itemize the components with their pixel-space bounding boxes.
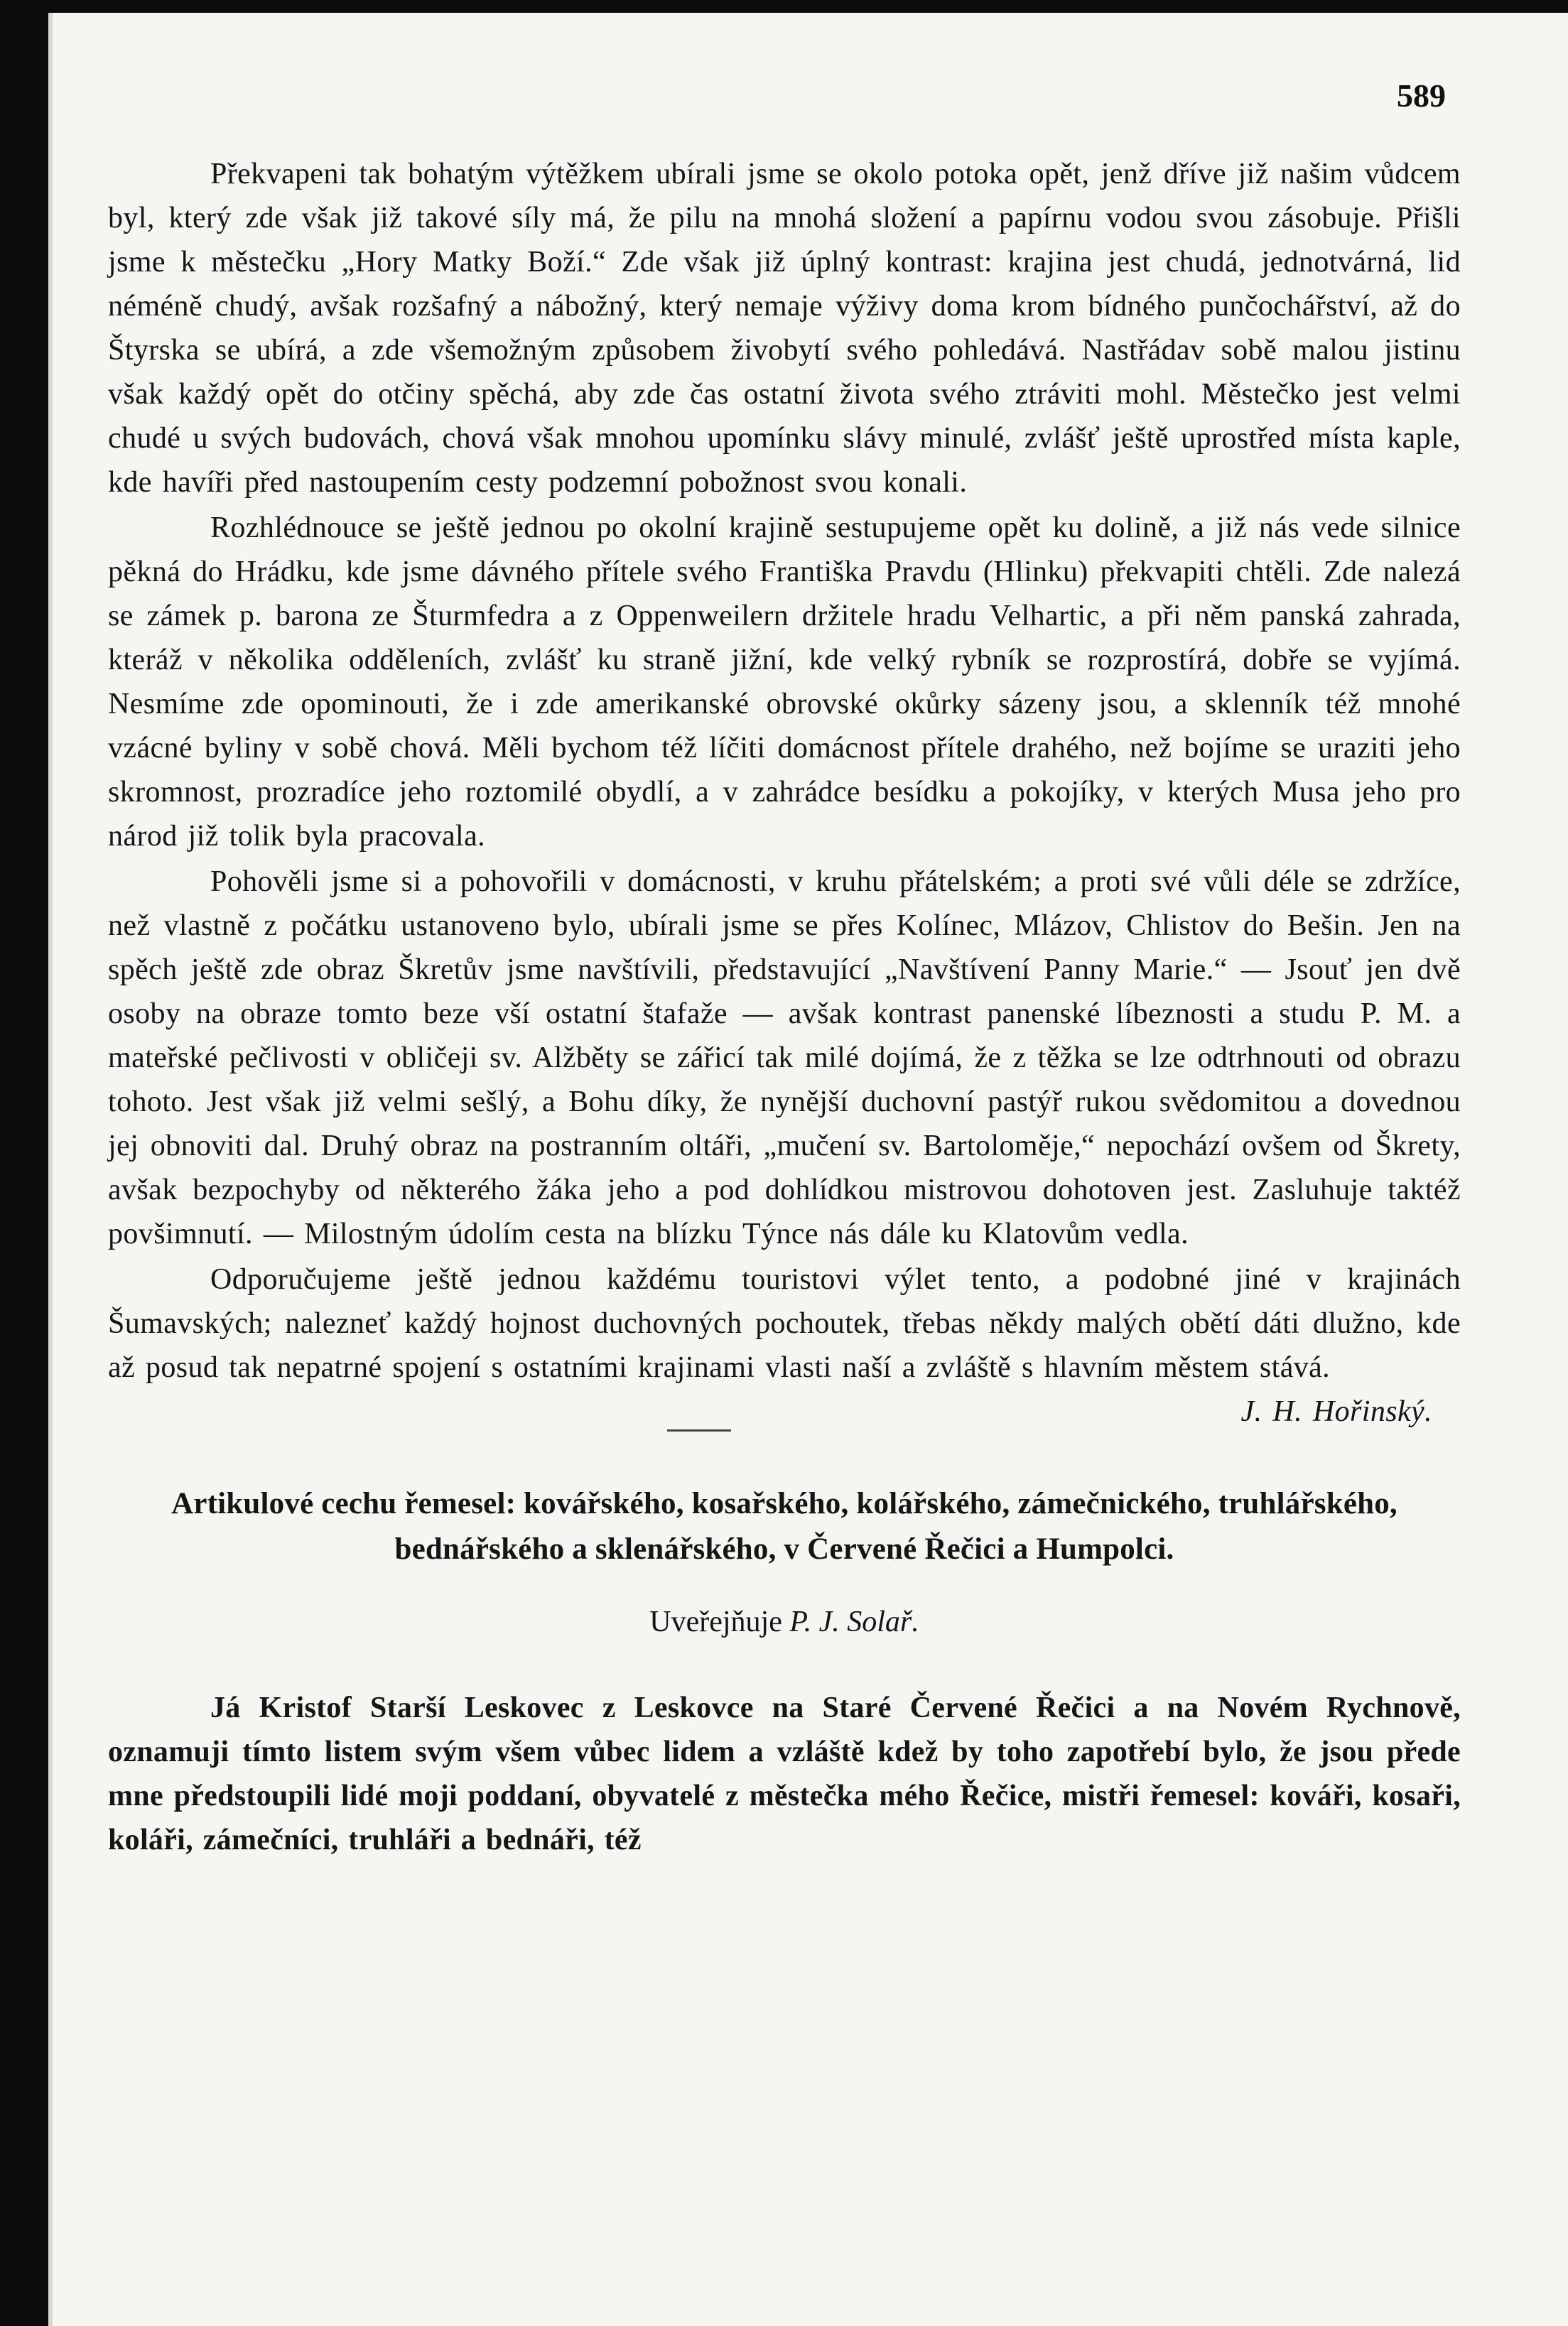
paragraph-2: Rozhlédnouce se ještě jednou po okolní krajině sestupujeme opět ku dolině, a již nás vede silnice pěkná do Hrádku, kde jsme dávného přítele svého Františka Pravdu (Hlinku) překvapiti chtěli. Zde nalezá se zámek p. barona ze Šturmfedra a z Oppenweilern držitele hradu Velhartic, a při něm panská zahrada, kteráž v několika odděleních, zvlášť ku straně jižní, kde velký rybník se rozprostírá, dobře se vyjímá. Nesmíme zde opominouti, že i zde amerikanské obrovské okůrky sázeny jsou, a sklenník též mnohé vzácné byliny v sobě chová. Měli bychom též líčiti domácnost přítele drahého, než bojíme se uraziti jeho skromnost, prozradíce jeho roztomilé obydlí, a v zahrádce besídku a pokojíky, v kterých Musa jeho pro národ již tolik byla pracovala. — [108, 512, 1461, 853]
paragraph-4 — [108, 1257, 1461, 1428]
page-edge-rule — [48, 13, 53, 2326]
byline — [108, 1601, 1461, 1643]
page-number: 589 — [1397, 77, 1446, 114]
byline-prefix: Uveřejňuje — [649, 1606, 782, 1638]
paragraph-3: Pohověli jsme si a pohovořili v domácnosti, v kruhu přátelském; a proti své vůli déle se zdržíce, než vlastně z počátku ustanoveno bylo, ubírali jsme se přes Kolínec, Mlázov, Chlistov do Bešin. Jen na spěch ještě zde obraz Škretův jsme navštívili, představující „Navštívení Panny Marie.“ — Jsouť jen dvě osoby na obraze tomto beze vší ostatní štafaže — avšak kontrast panenské líbeznosti a studu P. M. a mateřské pečlivosti v obličeji sv. Alžběty se zářicí tak milé dojímá, že z těžka se lze odtrhnouti od obrazu tohoto. Jest však již velmi sešlý, a Bohu díky, že nynější duchovní pastýř rukou svědomitou a dovednou jej obnoviti dal. Druhý obraz na postranním oltáři, „mučení sv. Bartoloměje,“ nepochází ovšem od Škrety, avšak bezpochyby od některého žáka jeho a pod dohlídkou mistrovou dohotoven jest. Zasluhuje taktéž povšimnutí. — Milostným údolím cesta na blízku Týnce nás dále ku Klatovům vedla. — [108, 865, 1461, 1250]
paragraph-1: Překvapeni tak bohatým výtěžkem ubírali jsme se okolo potoka opět, jenž dříve již našim vůdcem byl, který zde však již takové síly má, že pilu na mnohá složení a papírnu vodou svou zásobuje. Přišli jsme k městečku „Hory Matky Boží.“ Zde však již úplný kontrast: krajina jest chudá, jednotvárná, lid néméně chudý, avšak rozšafný a nábožný, který nemaje výživy doma krom bídného punčochářství, až do Štyrska se ubírá, a zde všemožným způsobem živobytí svého pohledává. Nastřádav sobě malou jistinu však každý opět do otčiny spěchá, aby zde čas ostatní života svého ztráviti mohl. Městečko jest velmi chudé u svých budovách, chová však mnohou upomínku slávy minulé, zvlášť ještě uprostřed místa kaple, kde havíři před nastoupením cesty podzemní pobožnost svou konali. — [108, 158, 1461, 499]
byline-author: P. J. Solař. — [789, 1606, 919, 1638]
charter-text: Já Kristof Starší Leskovec z Leskovce na Staré Červené Řečici a na Novém Rychnově, oznamuji tímto listem svým všem vůbec lidem a vzláště kdež by toho zapotřebí bylo, že jsou přede mne předstoupili lidé moji poddaní, obyvatelé z městečka mého Řečice, mistři řemesel: kováři, kosaři, koláři, zámečníci, truhláři a bednáři, též — [108, 1692, 1461, 1856]
section-divider — [667, 1429, 731, 1432]
section-title: Artikulové cechu řemesel: kovářského, kosařského, kolářského, zámečnického, truhlářského, bednářského a sklenářského, v Červené Řečici a Humpolci. — [171, 1487, 1397, 1566]
paragraph-4-text: Odporučujeme ještě jednou každému touristovi výlet tento, a podobné jiné v krajinách Šumavských; nalezneť každý hojnost duchovných pochoutek, třebas někdy malých obětí dáti dlužno, kde až posud tak nepatrné spojení s ostatními krajinami vlasti naší a zvláště s hlavním městem stává. — [108, 1263, 1461, 1384]
page-content — [108, 152, 1461, 1862]
page — [48, 13, 1568, 2326]
author-signature: J. H. Hořinský. — [1240, 1395, 1432, 1428]
